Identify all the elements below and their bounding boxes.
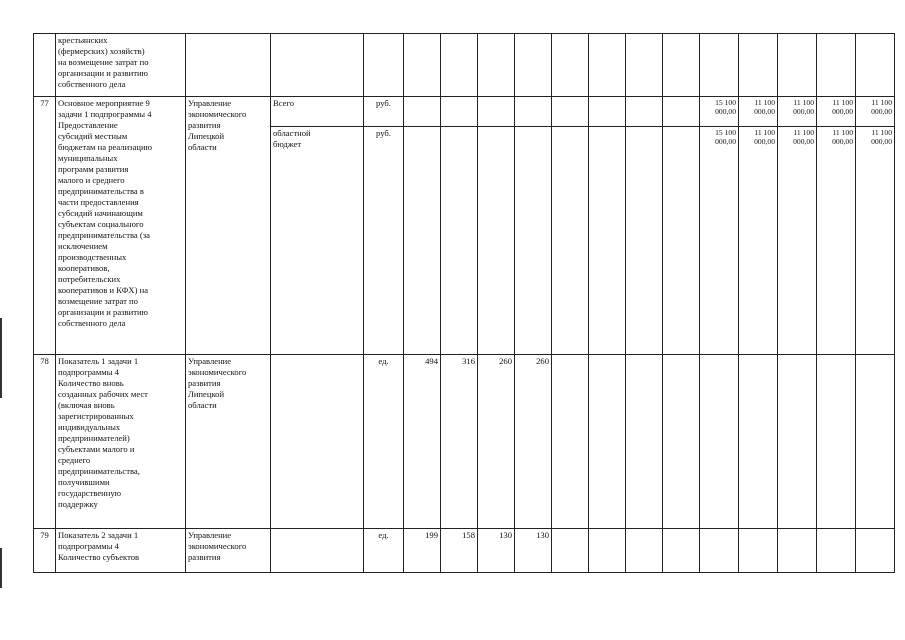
indicator-cell xyxy=(441,34,478,97)
source-cell xyxy=(271,34,364,97)
table-row xyxy=(34,34,895,97)
executor-cell: Управление экономического развития Липецкой области xyxy=(186,355,271,529)
money-cell: 15 100 000,00 xyxy=(700,97,739,127)
money-cell xyxy=(817,355,856,529)
indicator-cell xyxy=(404,127,441,355)
empty-cell xyxy=(626,355,663,529)
row-number-cell xyxy=(34,34,56,97)
empty-cell xyxy=(552,529,589,573)
indicator-cell xyxy=(441,127,478,355)
money-cell xyxy=(739,529,778,573)
program-table xyxy=(33,33,895,573)
empty-cell xyxy=(589,34,626,97)
money-cell xyxy=(700,529,739,573)
executor-cell: Управление экономического развития Липецкой области xyxy=(186,97,271,355)
executor-cell xyxy=(186,34,271,97)
source-cell: областной бюджет xyxy=(271,127,364,355)
empty-cell xyxy=(589,355,626,529)
indicator-cell: 260 xyxy=(515,355,552,529)
description-cell: крестьянских (фермерских) хозяйств) на возмещение затрат по организации и развитию собственного дела xyxy=(56,34,186,97)
indicator-cell: 158 xyxy=(441,529,478,573)
money-cell xyxy=(856,355,895,529)
indicator-cell xyxy=(404,97,441,127)
unit-cell: руб. xyxy=(364,97,404,127)
money-cell: 11 100 000,00 xyxy=(856,127,895,355)
money-cell xyxy=(817,34,856,97)
unit-cell: руб. xyxy=(364,127,404,355)
scan-margin-mark xyxy=(0,318,2,398)
empty-cell xyxy=(663,97,700,127)
description-cell: Показатель 2 задачи 1 подпрограммы 4 Количество субъектов xyxy=(56,529,186,573)
money-cell: 11 100 000,00 xyxy=(739,97,778,127)
row-number-cell: 77 xyxy=(34,97,56,355)
indicator-cell xyxy=(478,127,515,355)
unit-cell xyxy=(364,34,404,97)
money-cell xyxy=(778,355,817,529)
empty-cell xyxy=(552,355,589,529)
money-cell: 11 100 000,00 xyxy=(817,127,856,355)
empty-cell xyxy=(552,34,589,97)
indicator-cell xyxy=(515,34,552,97)
indicator-cell xyxy=(441,97,478,127)
money-cell: 11 100 000,00 xyxy=(778,127,817,355)
empty-cell xyxy=(589,127,626,355)
money-cell: 11 100 000,00 xyxy=(817,97,856,127)
money-cell xyxy=(739,34,778,97)
indicator-cell xyxy=(478,97,515,127)
indicator-cell xyxy=(404,34,441,97)
empty-cell xyxy=(589,529,626,573)
indicator-cell: 316 xyxy=(441,355,478,529)
money-cell xyxy=(700,34,739,97)
money-cell: 11 100 000,00 xyxy=(778,97,817,127)
money-cell xyxy=(739,355,778,529)
money-cell xyxy=(856,529,895,573)
empty-cell xyxy=(626,34,663,97)
money-cell: 11 100 000,00 xyxy=(739,127,778,355)
money-cell xyxy=(856,34,895,97)
indicator-cell xyxy=(478,34,515,97)
executor-cell: Управление экономического развития xyxy=(186,529,271,573)
table-row xyxy=(34,97,895,127)
indicator-cell: 130 xyxy=(515,529,552,573)
money-cell xyxy=(778,34,817,97)
description-cell: Показатель 1 задачи 1 подпрограммы 4 Количество вновь созданных рабочих мест (включая вновь зарегистрированных индивидуальных предпринимателей) субъектами малого и среднего предпринимательства, получившими государственную поддержку xyxy=(56,355,186,529)
row-number-cell: 78 xyxy=(34,355,56,529)
indicator-cell: 199 xyxy=(404,529,441,573)
table-row xyxy=(34,529,895,573)
empty-cell xyxy=(626,97,663,127)
scan-margin-mark xyxy=(0,548,2,588)
empty-cell xyxy=(626,529,663,573)
indicator-cell xyxy=(515,127,552,355)
unit-cell: ед. xyxy=(364,355,404,529)
indicator-cell: 494 xyxy=(404,355,441,529)
empty-cell xyxy=(552,97,589,127)
indicator-cell: 260 xyxy=(478,355,515,529)
row-number-cell: 79 xyxy=(34,529,56,573)
source-cell: Всего xyxy=(271,97,364,127)
money-cell: 11 100 000,00 xyxy=(856,97,895,127)
empty-cell xyxy=(663,355,700,529)
empty-cell xyxy=(589,97,626,127)
unit-cell: ед. xyxy=(364,529,404,573)
empty-cell xyxy=(663,34,700,97)
indicator-cell xyxy=(515,97,552,127)
empty-cell xyxy=(626,127,663,355)
money-cell: 15 100 000,00 xyxy=(700,127,739,355)
empty-cell xyxy=(663,127,700,355)
money-cell xyxy=(778,529,817,573)
source-cell xyxy=(271,529,364,573)
source-cell xyxy=(271,355,364,529)
indicator-cell: 130 xyxy=(478,529,515,573)
empty-cell xyxy=(552,127,589,355)
table-row xyxy=(34,355,895,529)
money-cell xyxy=(700,355,739,529)
money-cell xyxy=(817,529,856,573)
empty-cell xyxy=(663,529,700,573)
description-cell: Основное мероприятие 9 задачи 1 подпрограммы 4 Предоставление субсидий местным бюджетам на реализацию муниципальных программ развития малого и среднего предпринимательства в части предоставления субсидий начинающим субъектам социального предпринимательства (за исключением производственных кооперативов, потребительских кооперативов и КФХ) на возмещение затрат по организации и развитию собственного дела xyxy=(56,97,186,355)
